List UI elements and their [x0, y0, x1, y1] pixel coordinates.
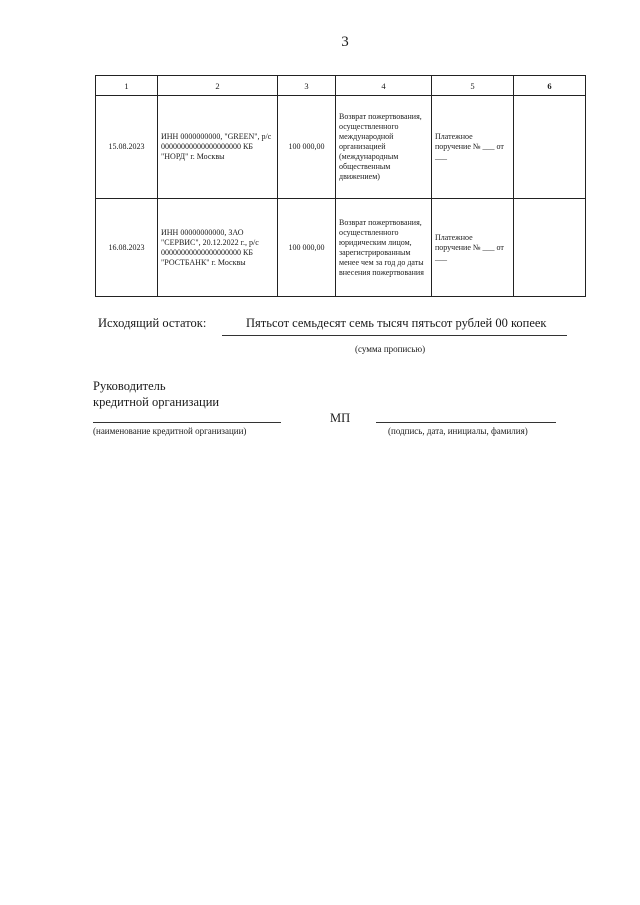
balance-underline: [222, 335, 567, 336]
organization-name-caption: (наименование кредитной организации): [93, 426, 247, 436]
row-amount: 100 000,00: [278, 96, 336, 199]
balance-label: Исходящий остаток:: [98, 316, 207, 330]
signature-caption: (подпись, дата, инициалы, фамилия): [388, 426, 528, 436]
row-payer: ИНН 00000000000, ЗАО "СЕРВИС", 20.12.2022 г., р/с 00000000000000000000 КБ "РОСТБАНК" г. Москвы: [158, 199, 278, 297]
row-date: 16.08.2023: [96, 199, 158, 297]
table-header-row: [96, 76, 586, 96]
page-number: 3: [341, 34, 349, 50]
signatory-title-line1: Руководитель: [93, 379, 166, 393]
table-row: [96, 96, 586, 199]
balance-caption: (сумма прописью): [355, 344, 426, 354]
column-header: 5: [432, 76, 514, 96]
balance-value: Пятьсот семьдесят семь тысяч пятьсот рублей 00 копеек: [246, 316, 547, 330]
row-note: [514, 96, 586, 199]
payments-table: [95, 75, 586, 297]
column-header: 4: [336, 76, 432, 96]
row-document: Платежное поручение № ___ от ___: [432, 199, 514, 297]
signature-line: [376, 422, 556, 423]
row-reason: Возврат пожертвования, осуществленного юридическим лицом, зарегистрированным менее чем за год до даты внесения пожертвования: [336, 199, 432, 297]
row-reason: Возврат пожертвования, осуществленного международной организацией (международным общественным движением): [336, 96, 432, 199]
table-row: [96, 199, 586, 297]
row-note: [514, 199, 586, 297]
stamp-place-label: МП: [330, 411, 351, 425]
organization-name-line: [93, 422, 281, 423]
row-date: 15.08.2023: [96, 96, 158, 199]
column-header: 2: [158, 76, 278, 96]
signatory-title: [93, 378, 219, 410]
row-amount: 100 000,00: [278, 199, 336, 297]
column-header: 6: [514, 76, 586, 96]
row-payer: ИНН 0000000000, "GREEN", р/с 00000000000000000000 КБ "НОРД" г. Москвы: [158, 96, 278, 199]
signatory-title-line2: кредитной организации: [93, 395, 220, 409]
column-header: 3: [278, 76, 336, 96]
row-document: Платежное поручение № ___ от ___: [432, 96, 514, 199]
column-header: 1: [96, 76, 158, 96]
